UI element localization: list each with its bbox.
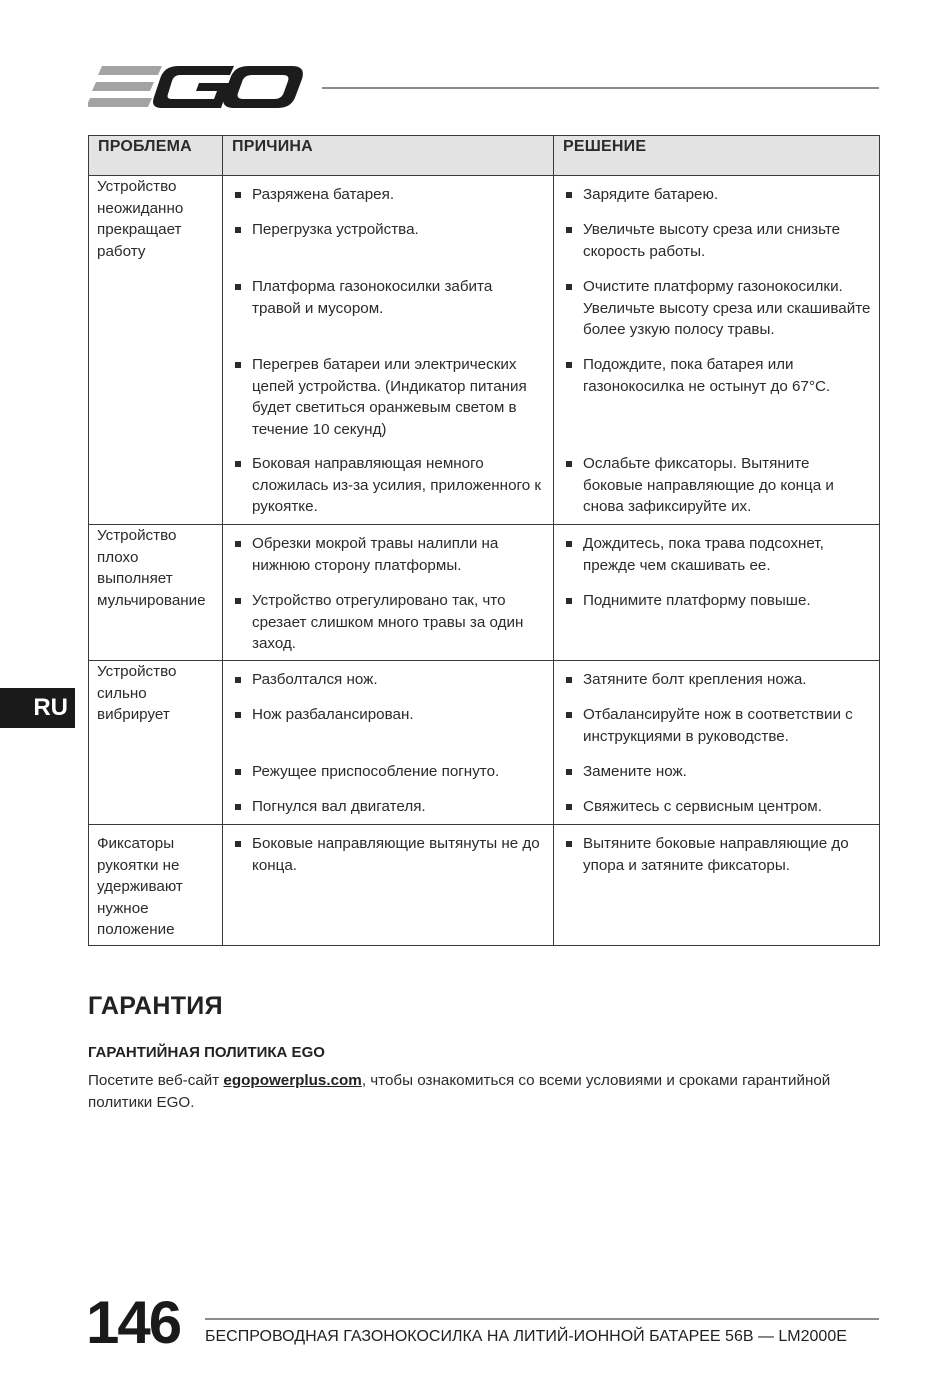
table-row (89, 176, 880, 525)
problem-cell: Устройство сильно вибрирует (89, 661, 223, 825)
language-tab: RU (0, 688, 75, 728)
table-row (89, 525, 880, 661)
solution-item: Подождите, пока батарея или газонокосилка не остынут до 67°С. (564, 354, 871, 453)
problem-cell: Фиксаторы рукоятки не удерживают нужное положение (89, 825, 223, 946)
solution-item: Свяжитесь с сервисным центром. (564, 796, 871, 824)
cause-item: Режущее приспособление погнуто. (233, 761, 545, 796)
solution-item: Поднимите платформу повыше. (564, 590, 871, 660)
ego-logo (88, 62, 303, 112)
footer-rule (205, 1318, 879, 1320)
header-rule (322, 87, 879, 89)
cause-item: Погнулся вал двигателя. (233, 796, 545, 824)
warranty-link[interactable]: egopowerplus.com (223, 1072, 362, 1089)
table-row (89, 825, 880, 946)
solution-cell (554, 176, 880, 525)
cause-cell (223, 825, 554, 946)
footer-title: БЕСПРОВОДНАЯ ГАЗОНОКОСИЛКА НА ЛИТИЙ-ИОННОЙ БАТАРЕЕ 56В — LM2000E (205, 1328, 847, 1345)
solution-item: Дождитесь, пока трава подсохнет, прежде чем скашивать ее. (564, 533, 871, 590)
solution-cell (554, 525, 880, 661)
warranty-text-before: Посетите веб-сайт (88, 1072, 224, 1089)
warranty-title: ГАРАНТИЯ (88, 992, 223, 1020)
cause-item: Платформа газонокосилки забита травой и мусором. (233, 276, 545, 354)
solution-item: Замените нож. (564, 761, 871, 796)
cause-item: Нож разбалансирован. (233, 704, 545, 761)
solution-item: Очистите платформу газонокосилки. Увеличьте высоту среза или скашивайте более узкую полосу травы. (564, 276, 871, 354)
solution-item: Увеличьте высоту среза или снизьте скорость работы. (564, 219, 871, 276)
cause-item: Перегрузка устройства. (233, 219, 545, 276)
cause-cell (223, 661, 554, 825)
header-problem: ПРОБЛЕМА (89, 136, 223, 176)
cause-cell (223, 525, 554, 661)
warranty-text (88, 1070, 878, 1114)
cause-item: Обрезки мокрой травы налипли на нижнюю сторону платформы. (233, 533, 545, 590)
table-row (89, 661, 880, 825)
page-number: 146 (86, 1289, 181, 1356)
solution-cell (554, 825, 880, 946)
cause-item: Разболтался нож. (233, 669, 545, 704)
cause-cell (223, 176, 554, 525)
problem-cell: Устройство плохо выполняет мульчирование (89, 525, 223, 661)
solution-item: Зарядите батарею. (564, 184, 871, 219)
table-header-row (89, 136, 880, 176)
solution-item: Вытяните боковые направляющие до упора и затяните фиксаторы. (564, 833, 871, 876)
solution-item: Отбалансируйте нож в соответствии с инструкциями в руководстве. (564, 704, 871, 761)
warranty-text-after: , чтобы ознакомиться со всеми условиями и сроками гарантийной политики EGO. (88, 1072, 831, 1111)
cause-item: Боковая направляющая немного сложилась из-за усилия, приложенного к рукоятке. (233, 453, 545, 524)
solution-cell (554, 661, 880, 825)
header-cause: ПРИЧИНА (223, 136, 554, 176)
cause-item: Перегрев батареи или электрических цепей устройства. (Индикатор питания будет светиться оранжевым светом в течение 10 секунд) (233, 354, 545, 453)
solution-item: Ослабьте фиксаторы. Вытяните боковые направляющие до конца и снова зафиксируйте их. (564, 453, 871, 524)
cause-item: Боковые направляющие вытянуты не до конца. (233, 833, 545, 876)
troubleshooting-table (88, 135, 880, 946)
header-solution: РЕШЕНИЕ (554, 136, 880, 176)
cause-item: Устройство отрегулировано так, что срезает слишком много травы за один заход. (233, 590, 545, 660)
solution-item: Затяните болт крепления ножа. (564, 669, 871, 704)
cause-item: Разряжена батарея. (233, 184, 545, 219)
warranty-subtitle: ГАРАНТИЙНАЯ ПОЛИТИКА EGO (88, 1044, 325, 1061)
problem-cell: Устройство неожиданно прекращает работу (89, 176, 223, 525)
